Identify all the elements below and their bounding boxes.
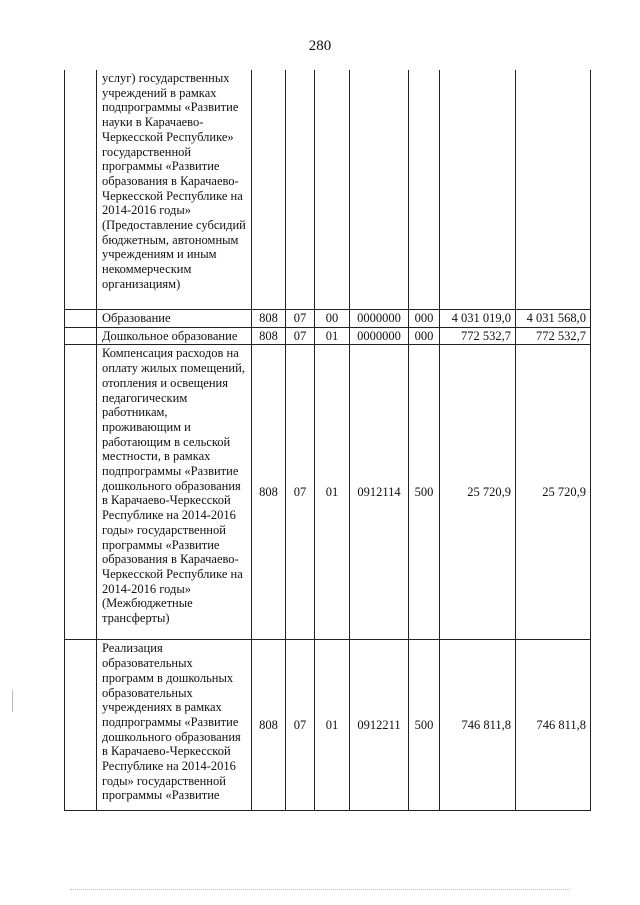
table-row [65, 640, 591, 811]
table-row [65, 345, 591, 640]
table-row [65, 310, 591, 328]
sum-2015-cell [440, 70, 516, 310]
budget-table [64, 70, 591, 811]
row-name-cell: Дошкольное образование [97, 327, 252, 345]
row-name-cell: Образование [97, 310, 252, 328]
row-number-cell [65, 310, 97, 328]
type-cell: 000 [409, 310, 440, 328]
sum-2016-cell: 25 720,9 [516, 345, 591, 640]
subsection-cell: 00 [315, 310, 350, 328]
subsection-cell: 01 [315, 327, 350, 345]
ministry-cell: 808 [252, 310, 286, 328]
row-number-cell [65, 345, 97, 640]
target-cell [350, 70, 409, 310]
sum-2016-cell: 772 532,7 [516, 327, 591, 345]
row-number-cell [65, 327, 97, 345]
ministry-cell: 808 [252, 640, 286, 811]
page-number: 280 [308, 38, 332, 54]
target-cell: 0912114 [350, 345, 409, 640]
sum-2015-cell: 25 720,9 [440, 345, 516, 640]
sum-2015-cell: 746 811,8 [440, 640, 516, 811]
row-number-cell [65, 70, 97, 310]
section-cell: 07 [286, 310, 315, 328]
section-cell: 07 [286, 345, 315, 640]
sum-2016-cell [516, 70, 591, 310]
row-number-cell [65, 640, 97, 811]
ministry-cell: 808 [252, 345, 286, 640]
section-cell: 07 [286, 327, 315, 345]
sum-2015-cell: 4 031 019,0 [440, 310, 516, 328]
target-cell: 0000000 [350, 310, 409, 328]
row-name-cell: услуг) государственных учреждений в рамках подпрограммы «Развитие науки в Карачаево-Черкесской Республике» государственной программы «Развитие образования в Карачаево-Черкесской Республике на 2014-2016 годы» (Предоставление субсидий бюджетным, автономным учреждениям и иным некоммерческим организациям) [97, 70, 252, 310]
table-row [65, 327, 591, 345]
section-cell: 07 [286, 640, 315, 811]
scan-artifact [70, 889, 570, 891]
subsection-cell [315, 70, 350, 310]
type-cell [409, 70, 440, 310]
sum-2016-cell: 4 031 568,0 [516, 310, 591, 328]
ministry-cell: 808 [252, 327, 286, 345]
subsection-cell: 01 [315, 345, 350, 640]
row-name-cell: Реализация образовательных программ в дошкольных образовательных учреждениях в рамках подпрограммы «Развитие дошкольного образования в Карачаево-Черкесской Республике на 2014-2016 годы» государственной программы «Развитие [97, 640, 252, 811]
ministry-cell [252, 70, 286, 310]
target-cell: 0912211 [350, 640, 409, 811]
type-cell: 500 [409, 345, 440, 640]
sum-2016-cell: 746 811,8 [516, 640, 591, 811]
sum-2015-cell: 772 532,7 [440, 327, 516, 345]
type-cell: 500 [409, 640, 440, 811]
scan-artifact [12, 690, 13, 712]
type-cell: 000 [409, 327, 440, 345]
section-cell [286, 70, 315, 310]
target-cell: 0000000 [350, 327, 409, 345]
subsection-cell: 01 [315, 640, 350, 811]
row-name-cell: Компенсация расходов на оплату жилых помещений, отопления и освещения педагогическим работникам, проживающим и работающим в сельской местности, в рамках подпрограммы «Развитие дошкольного образования в Карачаево-Черкесской Республике на 2014-2016 годы» государственной программы «Развитие образования в Карачаево-Черкесской Республике на 2014-2016 годы» (Межбюджетные трансферты) [97, 345, 252, 640]
table-row [65, 70, 591, 310]
